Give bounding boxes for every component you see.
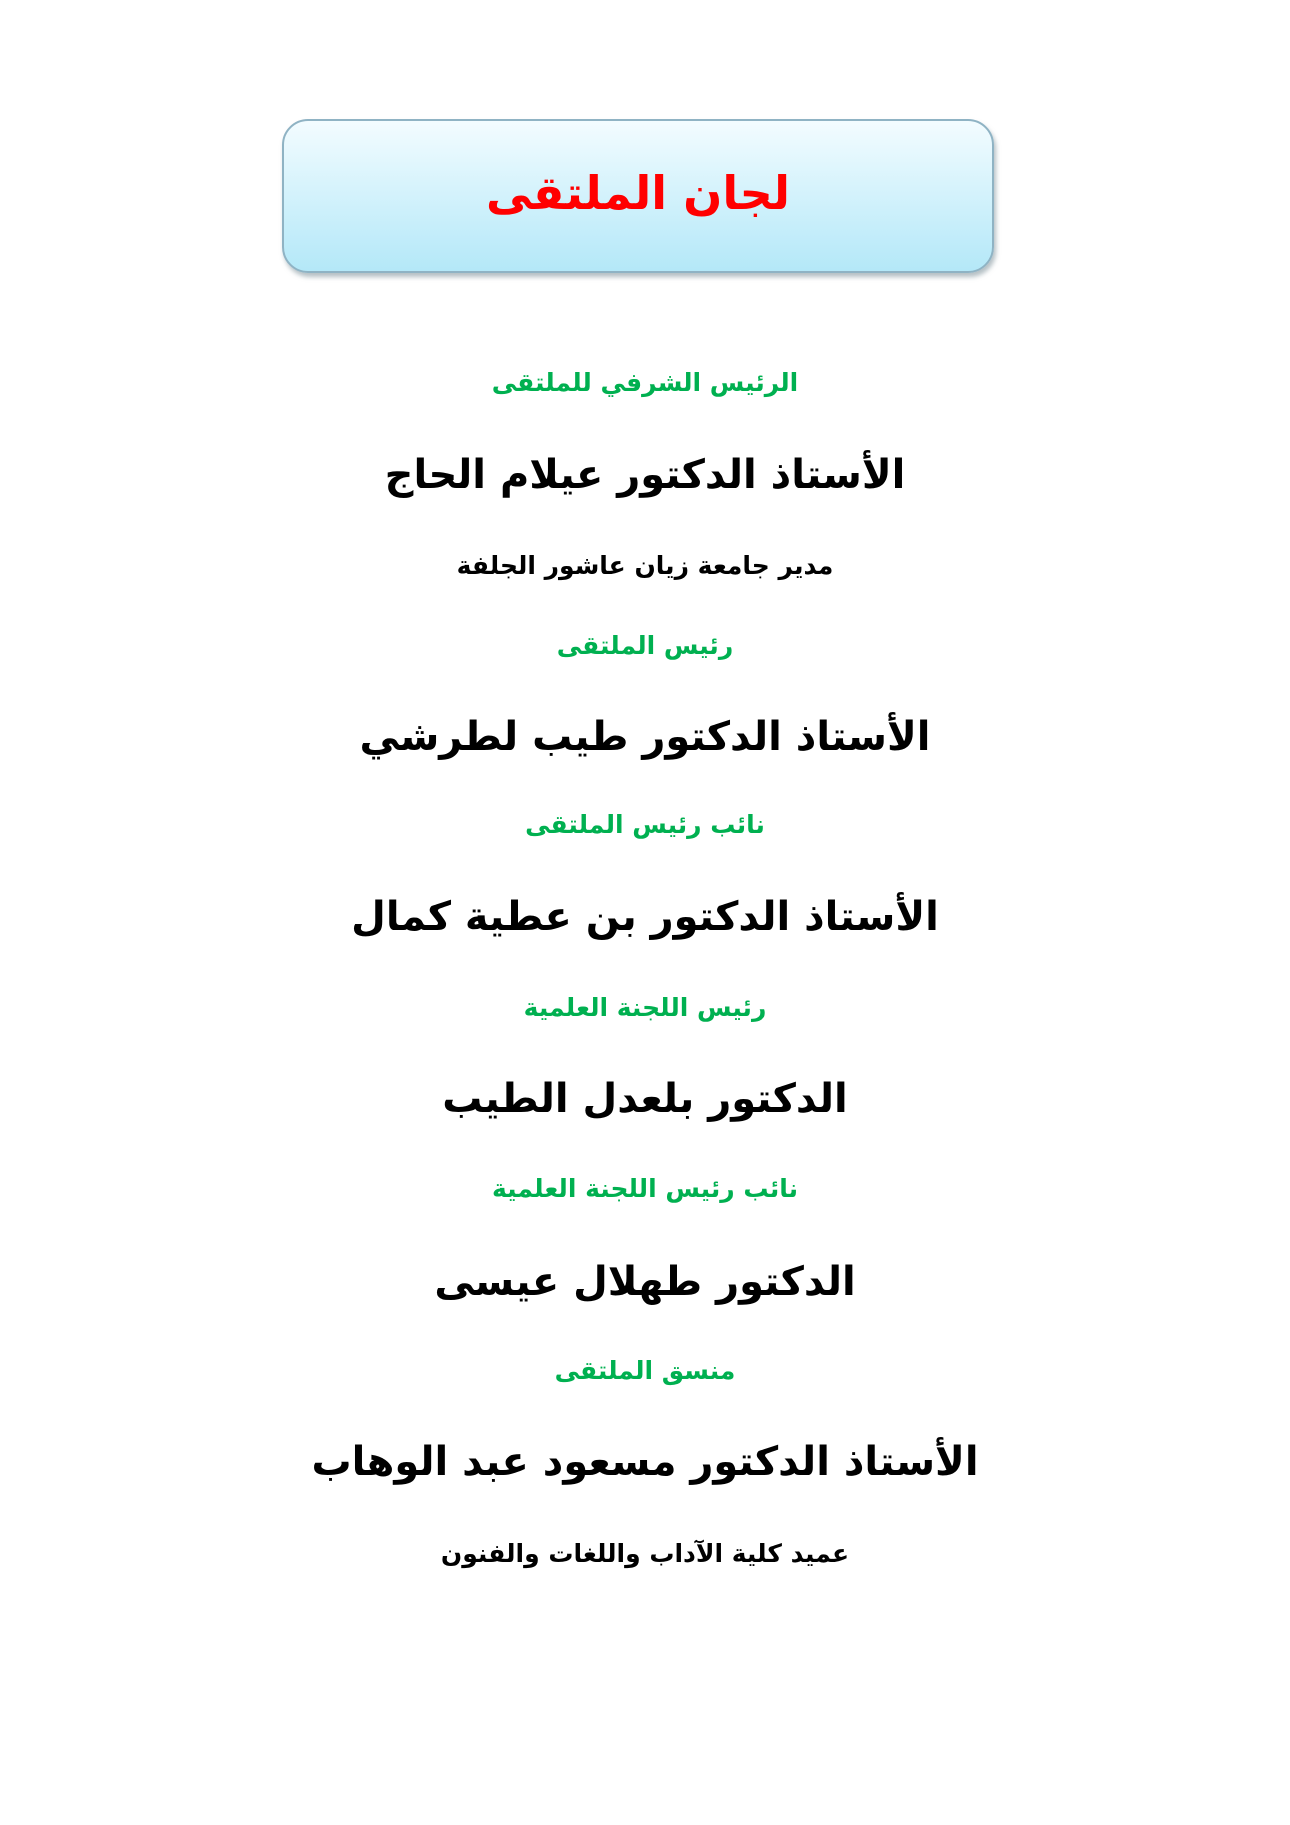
- name-honorary-president: الأستاذ الدكتور عيلام الحاج: [384, 452, 906, 498]
- role-scientific-committee-head: رئيس اللجنة العلمية: [523, 993, 767, 1022]
- name-scientific-committee-vice: الدكتور طهلال عيسى: [434, 1259, 856, 1305]
- desc-coordinator: عميد كلية الآداب واللغات والفنون: [440, 1539, 850, 1568]
- role-president: رئيس الملتقى: [556, 631, 734, 660]
- name-scientific-committee-head: الدكتور بلعدل الطيب: [442, 1076, 848, 1122]
- page-title: لجان الملتقى: [485, 166, 791, 220]
- desc-honorary-president: مدير جامعة زيان عاشور الجلفة: [456, 551, 834, 580]
- name-vice-president: الأستاذ الدكتور بن عطية كمال: [351, 894, 939, 940]
- title-banner: [282, 119, 994, 273]
- role-vice-president: نائب رئيس الملتقى: [525, 810, 765, 839]
- name-president: الأستاذ الدكتور طيب لطرشي: [359, 714, 931, 760]
- role-scientific-committee-vice: نائب رئيس اللجنة العلمية: [491, 1174, 798, 1203]
- role-coordinator: منسق الملتقى: [554, 1356, 736, 1385]
- role-honorary-president: الرئيس الشرفي للملتقى: [491, 368, 799, 397]
- name-coordinator: الأستاذ الدكتور مسعود عبد الوهاب: [311, 1439, 979, 1485]
